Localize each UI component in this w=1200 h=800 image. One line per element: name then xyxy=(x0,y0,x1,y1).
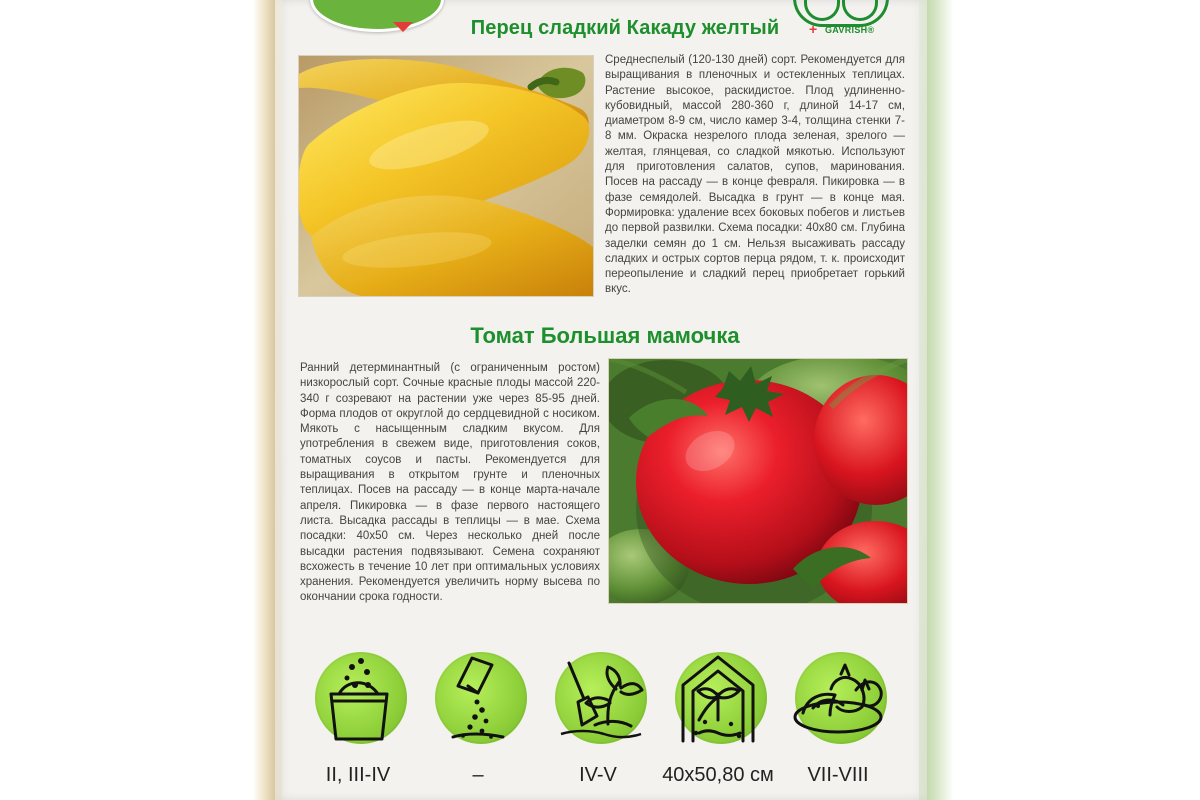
gavrish-mark-icon xyxy=(793,0,889,27)
gavrish-logo-text: GAVRISH® xyxy=(825,25,875,35)
sowing-pot-icon xyxy=(303,645,413,755)
pepper-title: Перец сладкий Какаду желтый xyxy=(470,17,780,39)
pepper-description: Среднеспелый (120-130 дней) сорт. Рекомендуется для выращивания в пленочных и остекленных теплицах. Растение высокое, раскидистое. Плод удлиненно-кубовидный, массой 280-360 г, длиной 14-17 см, диаметром 8-9 см, число камер 3-4, толщина стенки 7-8 мм. Окраска незрелого плода зеленая, зрелого — желтая, глянцевая, со сладкой мякотью. Используют для приготовления салатов, супов, маринования. Посев на рассаду — в конце февраля. Пикировка — в фазе семядолей. Высадка в грунт — в конце мая. Формировка: удаление всех боковых побегов и листьев до первой развилки. Схема посадки: 40х80 см. Глубина заделки семян до 1 см. Нельзя высаживать рассаду сладких и острых сортов перца рядом, т. к. происходит переопыление и сладкий перец приобретает горький вкус. xyxy=(605,54,905,296)
brand-arrow-icon xyxy=(393,22,413,32)
background-right-edge xyxy=(920,0,1200,800)
seed-packet-icon xyxy=(423,645,533,755)
pepper-photo xyxy=(298,55,594,297)
planting-scheme-label: 40x50,80 см xyxy=(662,764,774,786)
sowing-icon-column xyxy=(303,645,413,800)
tomato-photo xyxy=(608,358,908,604)
greenhouse-seedling-icon xyxy=(663,645,773,755)
greenhouse-icon-column xyxy=(663,645,773,800)
tomato-description: Ранний детерминантный (с ограниченным ростом) низкорослый сорт. Сочные красные плоды массой 220-340 г созревают на растении уже через 85-95 дней. Форма плодов от округлой до сердцевидной с носиком. Мякоть с насыщенным сладким вкусом. Для употребления в свежем виде, приготовления соков, томатных соусов и пасты. Рекомендуется для выращивания в открытом грунте и пленочных теплицах. Посев на рассаду — в конце марта-начале апреля. Пикировка — в фазе первого настоящего листа. Высадка рассады в теплицы — в мае. Схема посадки: 40х50 см. Через несколько дней после высадки растения подвязывают. Семена сохраняют всхожесть в течение 10 лет при оптимальных условиях хранения. Рекомендуется увеличить норму высева по окончании срока годности. xyxy=(300,362,600,604)
seed-packet-icon-column xyxy=(423,645,533,800)
packet-label: – xyxy=(472,764,484,786)
garden-tool-icon xyxy=(543,645,653,755)
tomato-title: Томат Большая мамочка xyxy=(470,323,740,348)
harvest-months-label: VII-VIII xyxy=(807,764,869,786)
growing-calendar-icons xyxy=(303,645,903,800)
background-left-edge xyxy=(0,0,275,800)
packet-right-border xyxy=(919,0,927,800)
harvest-icon-column xyxy=(783,645,893,800)
garden-tool-icon-column xyxy=(543,645,653,800)
gavrish-logo xyxy=(787,0,895,42)
seed-packet xyxy=(275,0,927,800)
vegetables-harvest-icon xyxy=(783,645,893,755)
brand-badge xyxy=(310,0,444,32)
planting-months-label: IV-V xyxy=(579,764,617,786)
sowing-months-label: II, III-IV xyxy=(325,764,391,786)
tomato-illustration xyxy=(609,359,907,603)
plus-icon: + xyxy=(809,21,818,37)
packet-left-border xyxy=(275,0,282,800)
pepper-illustration xyxy=(299,56,593,296)
